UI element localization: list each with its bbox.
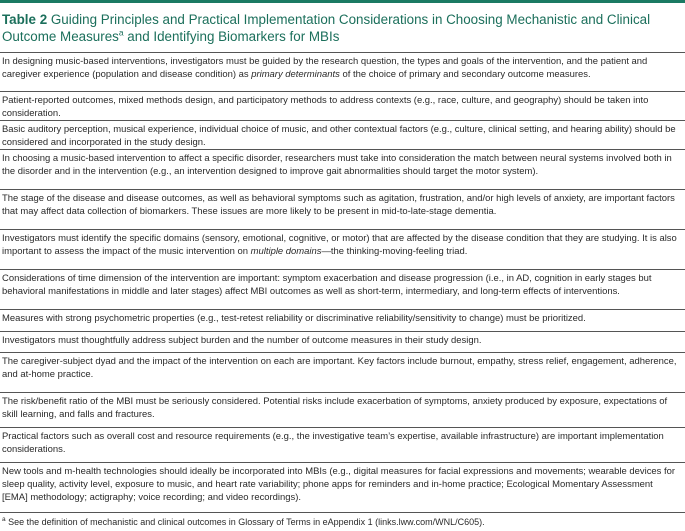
table-row: Investigators must identify the specific domains (sensory, emotional, cognitive, or motor) that are affected by the disease condition that they are studying. It is also important to assess the impact of the music intervention on multiple domains—the thinking-moving-feeling triad. xyxy=(0,230,685,270)
table-label: Table 2 xyxy=(2,12,48,27)
footnote-text: See the definition of mechanistic and clinical outcomes in Glossary of Terms in eAppendix 1 (links.lww.com/WNL/C605). xyxy=(5,517,485,527)
table-row: In choosing a music-based intervention to affect a specific disorder, researchers must take into consideration the match between neural systems involved both in the disorder and in the intervention (e.g., an intervention designed to improve gait abnormalities should target the motor system). xyxy=(0,150,685,190)
table-row: Considerations of time dimension of the intervention are important: symptom exacerbation and disease progression (i.e., in AD, cognition in early stages but behavioral manifestations in middle and later stages) affect MBI outcomes as well as short-term, intermediary, and long-term effects of interventions. xyxy=(0,270,685,310)
table-row: The stage of the disease and disease outcomes, as well as behavioral symptoms such as agitation, frustration, and/or high levels of anxiety, are important factors that may affect data collection of biomarkers. These issues are more likely to be present in mid-to-late-stage dementia. xyxy=(0,190,685,230)
table-row: Basic auditory perception, musical experience, individual choice of music, and other contextual factors (e.g., culture, clinical setting, and hearing ability) should be considered and incorporated in the study design. xyxy=(0,121,685,150)
table-row: New tools and m-health technologies should ideally be incorporated into MBIs (e.g., digital measures for facial expressions and movements; wearable devices for sleep quality, activity level, exposure to music, and heart rate variability; phone apps for reminders and in-home practice; Ecological Momentary Assessment [EMA] methodology; actigraphy; voice recording; and video recordings). xyxy=(0,463,685,513)
table-title-end: and Identifying Biomarkers for MBIs xyxy=(123,28,340,44)
table-row: In designing music-based interventions, investigators must be guided by the research question, the types and goals of the intervention, and the patient and caregiver experience (population and disease condition) as primary determinants of the choice of primary and secondary outcome measures. xyxy=(0,52,685,92)
footnote-mark: a xyxy=(2,516,6,523)
table-row: Patient-reported outcomes, mixed methods design, and participatory methods to address contexts (e.g., race, culture, and geography) should be taken into consideration. xyxy=(0,92,685,121)
table-row: The caregiver-subject dyad and the impact of the intervention on each are important. Key factors include burnout, empathy, stress relief, engagement, adherence, and at-home practice. xyxy=(0,353,685,393)
table-row: Investigators must thoughtfully address subject burden and the number of outcome measures in their study design. xyxy=(0,332,685,353)
table-row: Measures with strong psychometric properties (e.g., test-retest reliability or discriminative reliability/sensitivity to change) must be prioritized. xyxy=(0,310,685,332)
table-row: Practical factors such as overall cost and resource requirements (e.g., the investigative team’s expertise, available infrastructure) are important implementation considerations. xyxy=(0,428,685,463)
table-footnote xyxy=(0,513,685,528)
table-body xyxy=(0,52,685,513)
table-title-footnote-mark: a xyxy=(118,27,124,38)
table-row: The risk/benefit ratio of the MBI must be seriously considered. Potential risks include exacerbation of symptoms, anxiety produced by exposure, expectations of skill learning, and falls and fractures. xyxy=(0,393,685,428)
table-caption xyxy=(0,3,685,50)
table-title: Guiding Principles and Practical Implementation Considerations in Choosing Mechanistic and Clinical Outcome Measures xyxy=(2,12,651,44)
